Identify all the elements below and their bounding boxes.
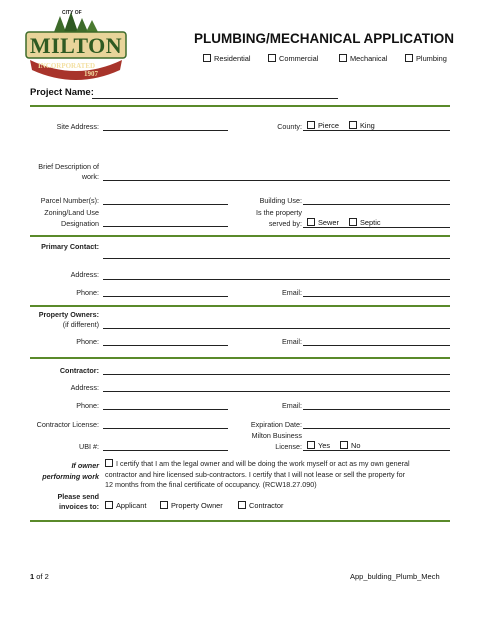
- county-option-label: King: [360, 121, 375, 130]
- owner-certify-line-1: I certify that I am the legal owner and will be doing the work myself or act as my own general: [116, 459, 410, 468]
- commercial-checkbox[interactable]: [268, 54, 276, 62]
- divider: [30, 357, 450, 359]
- contractor-phone-field[interactable]: [103, 409, 228, 410]
- building-use-label: Building Use:: [259, 196, 302, 205]
- county-field[interactable]: [303, 130, 450, 131]
- page-current: 1: [30, 572, 35, 581]
- owners-phone-field[interactable]: [103, 345, 228, 346]
- county-option-label: Pierce: [318, 121, 339, 130]
- ubi-label: UBI #:: [79, 442, 99, 451]
- property-owners-field[interactable]: [103, 328, 450, 329]
- contractor-email-label: Email:: [282, 401, 302, 410]
- owners-email-label: Email:: [282, 337, 302, 346]
- primary-phone-field[interactable]: [103, 296, 228, 297]
- invoice-option-label: Property Owner: [171, 501, 223, 510]
- owner-work-label-1: If owner: [71, 461, 99, 470]
- property-owners-heading: Property Owners:: [38, 310, 99, 319]
- owners-phone-label: Phone:: [76, 337, 99, 346]
- primary-email-label: Email:: [282, 288, 302, 297]
- logo-incorporated: INCORPORATED: [38, 62, 96, 70]
- license-option-label: No: [351, 441, 361, 450]
- contractor-address-field[interactable]: [103, 391, 450, 392]
- invoice-label-2: invoices to:: [59, 502, 99, 511]
- served-septic-option[interactable]: [349, 218, 381, 227]
- ubi-field[interactable]: [103, 450, 228, 451]
- contractor-address-label: Address:: [70, 383, 99, 392]
- invoice-label-1: Please send: [57, 492, 99, 501]
- county-king-option[interactable]: [349, 121, 375, 130]
- license-no-option[interactable]: [340, 441, 360, 450]
- owner-work-label-2: performing work: [42, 472, 99, 481]
- divider: [30, 235, 450, 237]
- zoning-field[interactable]: [103, 226, 228, 227]
- parcel-number-label: Parcel Number(s):: [40, 196, 99, 205]
- license-yes-option[interactable]: [307, 441, 330, 450]
- type-plumbing-option[interactable]: [405, 54, 447, 63]
- primary-email-field[interactable]: [303, 296, 450, 297]
- site-address-field[interactable]: [103, 130, 228, 131]
- project-name-field[interactable]: [92, 98, 338, 99]
- contractor-field[interactable]: [103, 374, 450, 375]
- owner-certification: [105, 459, 450, 491]
- contractor-phone-label: Phone:: [76, 401, 99, 410]
- invoice-option-label: Contractor: [249, 501, 284, 510]
- type-label: Commercial: [279, 54, 319, 63]
- type-mechanical-option[interactable]: [339, 54, 387, 63]
- invoice-contractor-option[interactable]: [238, 501, 284, 510]
- served-option-label: Septic: [360, 218, 381, 227]
- divider: [30, 105, 450, 107]
- pierce-checkbox[interactable]: [307, 121, 315, 129]
- sewer-checkbox[interactable]: [307, 218, 315, 226]
- building-use-field[interactable]: [303, 204, 450, 205]
- expiration-date-label: Expiration Date:: [250, 420, 302, 429]
- project-name-label: Project Name:: [30, 87, 94, 98]
- type-label: Residential: [214, 54, 251, 63]
- yes-checkbox[interactable]: [307, 441, 315, 449]
- owner-certify-checkbox[interactable]: [105, 459, 113, 467]
- document-id: App_bulding_Plumb_Mech: [350, 572, 440, 581]
- contractor-license-field[interactable]: [103, 428, 228, 429]
- city-logo: [24, 10, 128, 82]
- brief-description-field[interactable]: [103, 180, 450, 181]
- served-by-field[interactable]: [303, 227, 450, 228]
- served-sewer-option[interactable]: [307, 218, 339, 227]
- served-by-label-2: served by:: [268, 219, 302, 228]
- invoice-owner-option[interactable]: [160, 501, 223, 510]
- mechanical-checkbox[interactable]: [339, 54, 347, 62]
- county-label: County:: [277, 122, 302, 131]
- zoning-label-2: Designation: [61, 219, 99, 228]
- contractor-heading: Contractor:: [59, 366, 99, 375]
- no-checkbox[interactable]: [340, 441, 348, 449]
- owner-certify-line-3: 12 months from the final certificate of occupancy. (RCW18.27.090): [105, 480, 317, 489]
- applicant-checkbox[interactable]: [105, 501, 113, 509]
- septic-checkbox[interactable]: [349, 218, 357, 226]
- invoice-applicant-option[interactable]: [105, 501, 146, 510]
- plumbing-checkbox[interactable]: [405, 54, 413, 62]
- divider: [30, 520, 450, 522]
- type-label: Plumbing: [416, 54, 447, 63]
- parcel-number-field[interactable]: [103, 204, 228, 205]
- logo-city-of: CITY OF: [62, 10, 82, 16]
- divider: [30, 305, 450, 307]
- contractor-email-field[interactable]: [303, 409, 450, 410]
- owner-certify-line-2: contractor and hire licensed sub-contractors. I certify that I will not lease or sell the property for: [105, 469, 406, 479]
- logo-name: MILTON: [29, 33, 123, 58]
- king-checkbox[interactable]: [349, 121, 357, 129]
- page-title: PLUMBING/MECHANICAL APPLICATION: [194, 31, 454, 46]
- type-commercial-option[interactable]: [268, 54, 318, 63]
- served-option-label: Sewer: [318, 218, 339, 227]
- property-owners-sub: (if different): [62, 320, 99, 329]
- residential-checkbox[interactable]: [203, 54, 211, 62]
- milton-business-label: Milton Business: [251, 431, 302, 440]
- type-residential-option[interactable]: [203, 54, 251, 63]
- brief-description-label-1: Brief Description of: [38, 162, 99, 171]
- business-license-field[interactable]: [303, 450, 450, 451]
- business-license-label: License:: [275, 442, 302, 451]
- brief-description-label-2: work:: [81, 172, 99, 181]
- zoning-label-1: Zoning/Land Use: [44, 208, 99, 217]
- property-owner-checkbox[interactable]: [160, 501, 168, 509]
- contractor-checkbox[interactable]: [238, 501, 246, 509]
- invoice-option-label: Applicant: [116, 501, 147, 510]
- expiration-date-field[interactable]: [303, 428, 450, 429]
- logo-year: 1907: [84, 70, 98, 78]
- county-pierce-option[interactable]: [307, 121, 339, 130]
- primary-contact-heading: Primary Contact:: [41, 242, 99, 251]
- site-address-label: Site Address:: [56, 122, 99, 131]
- served-by-label-1: Is the property: [256, 208, 302, 217]
- page-of: of 2: [36, 572, 49, 581]
- page-number: [30, 572, 49, 581]
- contractor-license-label: Contractor License:: [36, 420, 99, 429]
- primary-address-field[interactable]: [103, 279, 450, 280]
- type-label: Mechanical: [350, 54, 388, 63]
- primary-address-label: Address:: [70, 270, 99, 279]
- primary-contact-field[interactable]: [103, 258, 450, 259]
- primary-phone-label: Phone:: [76, 288, 99, 297]
- owners-email-field[interactable]: [303, 345, 450, 346]
- license-option-label: Yes: [318, 441, 331, 450]
